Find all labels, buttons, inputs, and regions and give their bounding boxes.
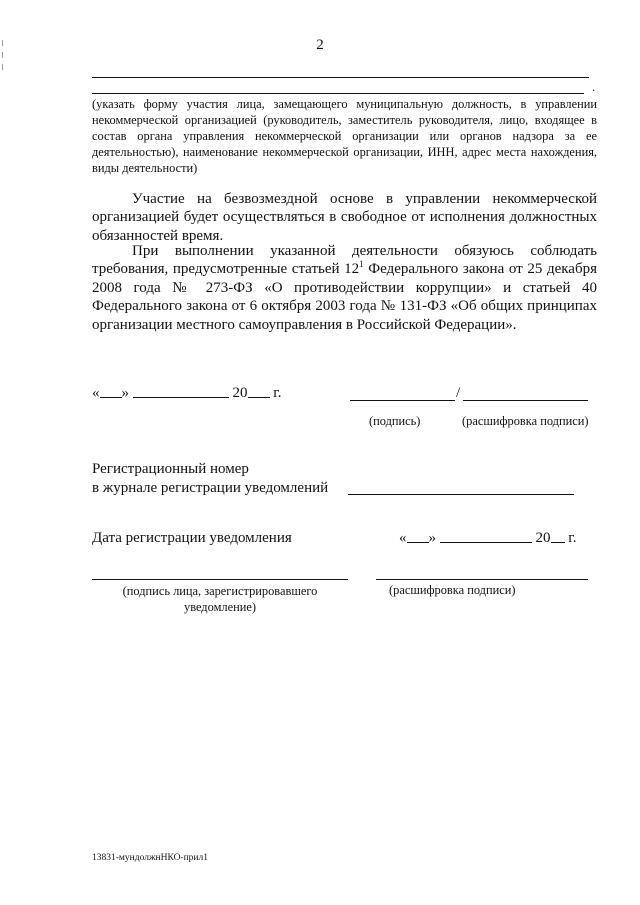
fill-in-line xyxy=(92,93,584,94)
date-close-quote: » xyxy=(121,385,129,401)
reg-date-close-quote: » xyxy=(428,530,436,546)
document-footer-code: 13831-мундолжнНКО-прил1 xyxy=(92,853,208,863)
fill-in-line xyxy=(92,77,589,78)
year-blank xyxy=(248,397,270,398)
registration-journal-label: в журнале регистрации уведомлений xyxy=(92,480,329,496)
signature-decode-caption: (расшифровка подписи) xyxy=(462,414,589,428)
margin-mark xyxy=(2,64,3,70)
registrar-signature-caption xyxy=(92,583,348,615)
form-participation-hint: (указать форму участия лица, замещающего муниципальную должность, в управлении некоммерческой организацией (руководитель, заместитель руководителя, лицо, входящее в состав органа управления некоммерческой организации или органов надзора за ее деятельностью), наименование некоммерческой организации, ИНН, адрес места нахождения, виды деятельности) xyxy=(92,97,597,175)
day-blank xyxy=(100,397,122,398)
reg-date-century: 20 xyxy=(535,530,551,546)
signature-line xyxy=(350,400,455,401)
registrar-signature-line xyxy=(92,579,348,580)
paragraph-obligation-end: Федерального закона от 25 декабря 2008 года № 273-ФЗ «О противодействии коррупции» и статьей 40 Федерального закона от 6 октября 2003 года № 131-ФЗ «Об общих принципах организации местного самоуправления в Российской Федерации». xyxy=(92,261,597,333)
reg-year-blank xyxy=(551,542,565,543)
signature-caption: (подпись) xyxy=(369,414,421,428)
registrar-caption-line2: уведомление) xyxy=(184,600,256,614)
page-number: 2 xyxy=(316,37,324,53)
reg-date-open-quote: « xyxy=(399,530,407,546)
date-century: 20 xyxy=(232,385,248,401)
article-superscript: 1 xyxy=(359,259,364,270)
registration-date xyxy=(399,530,576,547)
reg-date-year-suffix: г. xyxy=(568,530,577,546)
date-open-quote: « xyxy=(92,385,100,401)
registration-number-label: Регистрационный номер xyxy=(92,461,249,477)
registration-date-label: Дата регистрации уведомления xyxy=(92,530,292,546)
reg-month-blank xyxy=(440,542,532,543)
signature-separator: / xyxy=(456,385,461,401)
paragraph-obligation-start: При выполнении указанной деятельности обязуюсь соблюдать требования, предусмотренные статьей 12 xyxy=(92,243,597,278)
registrar-decode-line xyxy=(376,579,588,580)
registration-number-line xyxy=(348,494,574,495)
month-blank xyxy=(133,397,229,398)
registrar-decode-caption: (расшифровка подписи) xyxy=(389,583,516,597)
paragraph-obligation xyxy=(92,242,597,334)
paragraph-unpaid-participation: Участие на безвозмездной основе в управлении некоммерческой организацией будет осуществляться в свободное от исполнения должностных обязанностей время. xyxy=(92,191,597,244)
line-end-dot: . xyxy=(592,79,596,94)
reg-day-blank xyxy=(407,542,429,543)
date-year-suffix: г. xyxy=(273,385,282,401)
notice-date xyxy=(92,385,281,402)
registrar-caption-line1: (подпись лица, зарегистрировавшего xyxy=(122,584,318,598)
signature-decode-line xyxy=(463,400,588,401)
